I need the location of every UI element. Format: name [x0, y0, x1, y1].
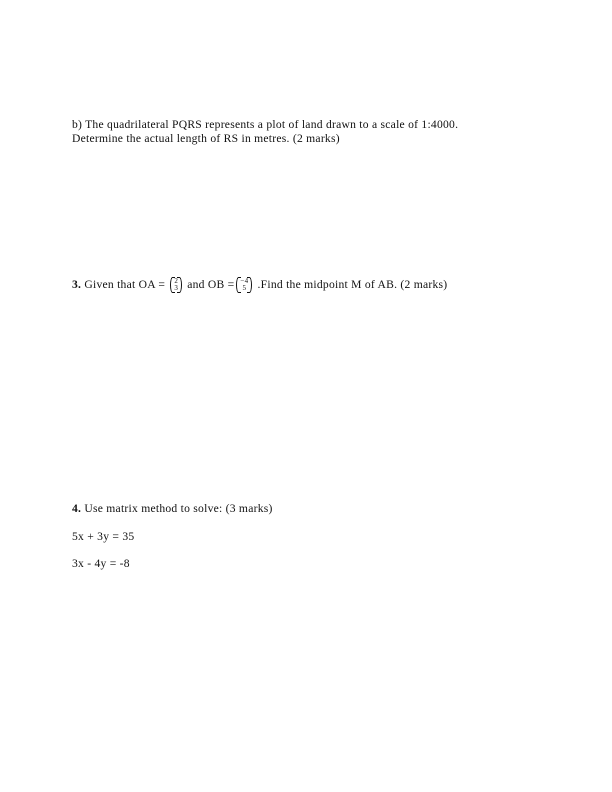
question-3-text-end: .Find the midpoint M of AB. (2 marks): [254, 278, 448, 291]
vector-ob: [236, 278, 252, 292]
vector-oa: [170, 278, 182, 292]
question-2b-line-2: Determine the actual length of RS in metres. (2 marks): [72, 132, 340, 145]
question-4: [72, 502, 273, 516]
question-3-number: 3.: [72, 278, 82, 291]
question-4-number: 4.: [72, 502, 82, 515]
equation-2: 3x - 4y = -8: [72, 557, 130, 570]
vector-ob-bottom: 5: [242, 284, 247, 293]
question-3: [72, 278, 447, 292]
question-2b-line-1: b) The quadrilateral PQRS represents a plot of land drawn to a scale of 1:4000.: [72, 118, 459, 131]
vector-oa-top: 2: [174, 277, 179, 286]
vector-ob-top: −4: [240, 277, 249, 286]
question-3-text-mid: and OB =: [184, 278, 235, 291]
vector-oa-bottom: 3: [174, 284, 179, 293]
equation-1: 5x + 3y = 35: [72, 530, 135, 543]
question-3-text-start: Given that OA =: [81, 278, 169, 291]
question-4-text: Use matrix method to solve: (3 marks): [81, 502, 273, 515]
